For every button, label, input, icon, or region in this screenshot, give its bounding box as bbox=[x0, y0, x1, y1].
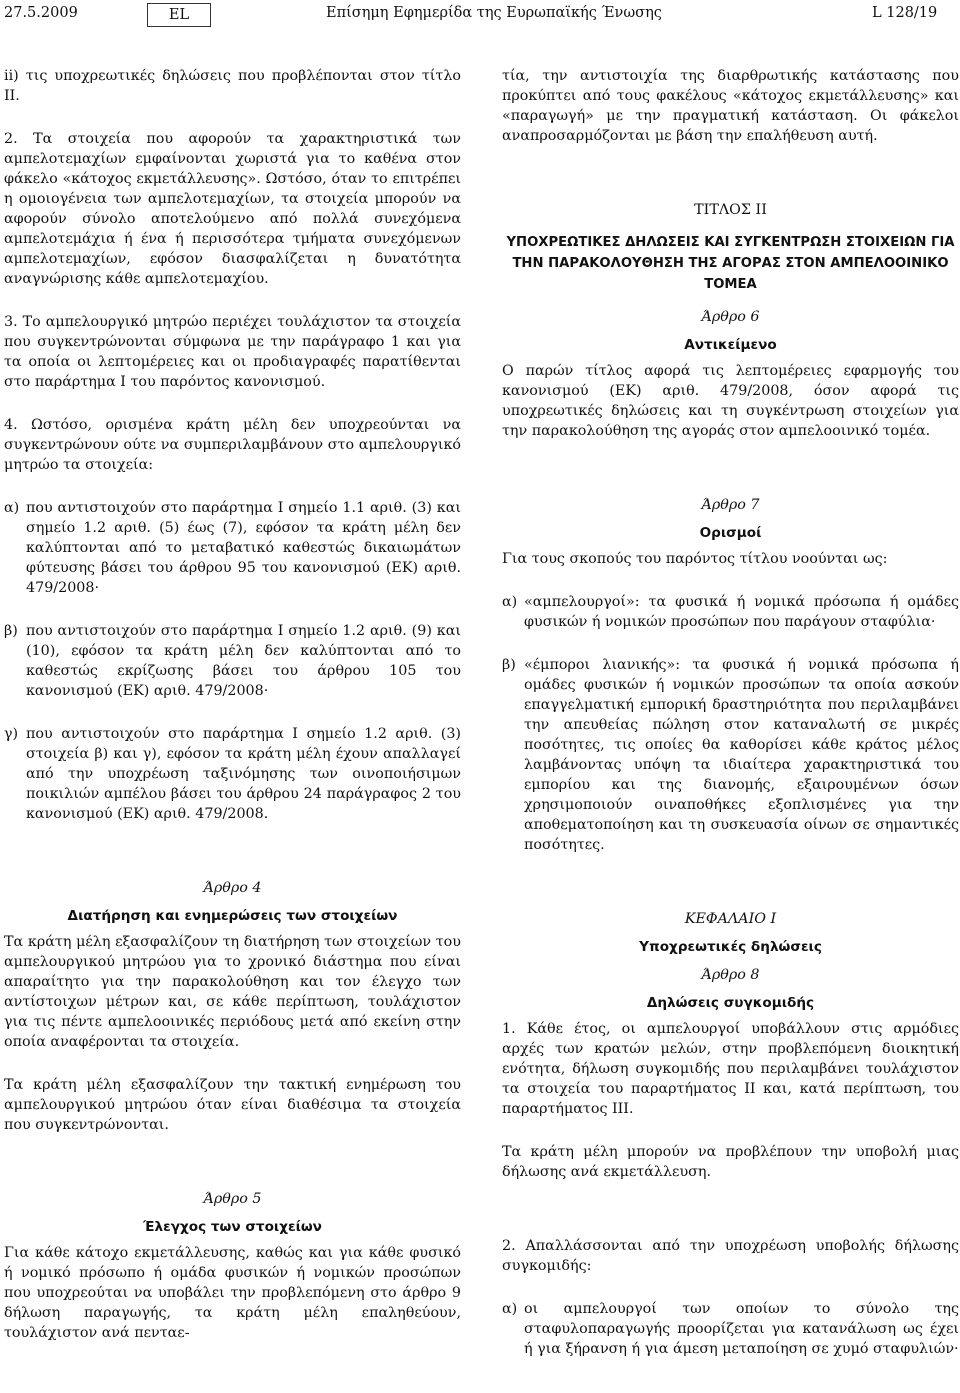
left-column bbox=[4, 66, 461, 1343]
article-7-intro: Για τους σκοπούς του παρόντος τίτλου νοούνται ως: bbox=[502, 551, 888, 567]
item-label: β) bbox=[4, 623, 18, 639]
article-4-paragraph-2: Τα κράτη μέλη εξασφαλίζουν την τακτική ενημέρωση του αμπελουργικού μητρώου όταν είναι διαθέσιμα τα στοιχεία που συγκεντρώνονται. bbox=[4, 1077, 461, 1133]
item-label: α) bbox=[502, 594, 518, 610]
article-7-number: Άρθρο 7 bbox=[701, 497, 760, 513]
paragraph-2: 2. Τα στοιχεία που αφορούν τα χαρακτηριστικά των αμπελοτεμαχίων εμφαίνονται χωριστά για το καθένα στον φάκελο «κάτοχος εκμετάλλευσης». Ωστόσο, όταν το επιτρέπει η ομοιογένεια των αμπελοτεμαχίων, τα στοιχεία μπορούν να αφορούν σύνολο αποτελούμενο από πολλά συνεχόμενα αμπελοτεμάχια ή ένα ή περισσότερα τμήματα συνεχόμενων αμπελοτεμαχίων, εφόσον διασφαλίζεται η δυνατότητα αναγνώρισης κάθε αμπελοτεμαχίου. bbox=[4, 131, 461, 287]
paragraph-3: 3. Το αμπελουργικό μητρώο περιέχει τουλάχιστον τα στοιχεία που συγκεντρώνονται σύμφωνα με την παράγραφο 1 και για τα οποία οι λεπτομέρειες και οι προδιαγραφές παρατίθενται στο παράρτημα Ι του παρόντος κανονισμού. bbox=[4, 314, 461, 390]
article-6-paragraph-1: Ο παρών τίτλος αφορά τις λεπτομέρειες εφαρμογής του κανονισμού (ΕΚ) αριθ. 479/2008, όσον αφορά τις υποχρεωτικές δηλώσεις και τη συγκέντρωση στοιχείων για την παρακολούθηση της αγοράς στον αμπελοοινικό τομέα. bbox=[502, 363, 959, 439]
list-item bbox=[4, 724, 461, 824]
article-5-paragraph-1: Για κάθε κάτοχο εκμετάλλευσης, καθώς και για κάθε φυσικό ή νομικό πρόσωπο ή ομάδα φυσικών ή νομικών προσώπων που υποχρεούται να υποβάλει την προβλεπόμενη στο άρθρο 9 δήλωση παραγωγής, τα κράτη μέλη επαληθεύουν, τουλάχιστον ανά πενταε- bbox=[4, 1245, 461, 1341]
article-8-number: Άρθρο 8 bbox=[701, 967, 760, 983]
article-5-title: Έλεγχος των στοιχείων bbox=[143, 1219, 322, 1235]
item-text: «έμποροι λιανικής»: τα φυσικά ή νομικά πρόσωπα ή ομάδες φυσικών ή νομικών προσώπων τα οποία ασκούν επαγγελματική εμπορική δραστηριότητα που περιλαμβάνει την απευθείας πώληση στον καταναλωτή σε μικρές ποσότητες, τις οποίες θα καθορίσει κάθε κράτος μέλος λαμβάνοντας υπόψη τα ιδιαίτερα χαρακτηριστικά του εμπορίου και της διανομής, εξαιρουμένων όσων χρησιμοποιούν οιναποθήκες εξοπλισμένες για την αποθεματοποίηση και τη συσκευασία οίνων σε σημαντικές ποσότητες. bbox=[524, 657, 959, 853]
list-item bbox=[4, 621, 461, 701]
paragraph-ii: ii) τις υποχρεωτικές δηλώσεις που προβλέπονται στον τίτλο ΙΙ. bbox=[4, 68, 461, 104]
paragraph-4: 4. Ωστόσο, ορισμένα κράτη μέλη δεν υποχρεούνται να συγκεντρώνουν ούτε να συμπεριλαμβάνουν στο αμπελουργικό μητρώο τα στοιχεία: bbox=[4, 417, 461, 473]
list-item bbox=[502, 655, 959, 855]
article-7-title: Ορισμοί bbox=[699, 525, 762, 541]
article-4-number: Άρθρο 4 bbox=[203, 880, 262, 896]
article-4-title: Διατήρηση και ενημερώσεις των στοιχείων bbox=[67, 908, 398, 924]
article-6-number: Άρθρο 6 bbox=[701, 309, 760, 325]
item-label: β) bbox=[502, 657, 516, 673]
list-item bbox=[4, 498, 461, 598]
item-text: «αμπελουργοί»: τα φυσικά ή νομικά πρόσωπα ή ομάδες φυσικών ή νομικών προσώπων που παράγουν σταφύλια· bbox=[524, 594, 959, 630]
item-label: α) bbox=[4, 500, 20, 516]
article-6-title: Αντικείμενο bbox=[684, 337, 777, 353]
chapter-title: Υποχρεωτικές δηλώσεις bbox=[639, 939, 822, 955]
article-8-paragraph-2: Τα κράτη μέλη μπορούν να προβλέπουν την υποβολή μιας δήλωσης ανά εκμετάλλευση. bbox=[502, 1144, 959, 1180]
right-column bbox=[502, 66, 959, 1359]
page-reference: L 128/19 bbox=[872, 5, 938, 21]
article-8-paragraph-1: 1. Κάθε έτος, οι αμπελουργοί υποβάλλουν στις αρμόδιες αρχές των κρατών μελών, στην προβλεπόμενη διοικητική ενότητα, δήλωση συγκομιδής που περιλαμβάνει τουλάχιστον τα στοιχεία του παραρτήματος ΙΙ και, κατά περίπτωση, του παραρτήματος ΙΙΙ. bbox=[502, 1021, 959, 1117]
article-8-paragraph-3: 2. Απαλλάσσονται από την υποχρέωση υποβολής δήλωσης συγκομιδής: bbox=[502, 1238, 959, 1274]
list-item bbox=[502, 592, 959, 632]
article-8-title: Δηλώσεις συγκομιδής bbox=[646, 995, 815, 1011]
journal-title: Επίσημη Εφημερίδα της Ευρωπαϊκής Ένωσης bbox=[326, 5, 662, 21]
item-text: που αντιστοιχούν στο παράρτημα Ι σημείο 1.1 αριθ. (3) και σημείο 1.2 αριθ. (5) έως (7), εφόσον τα κράτη μέλη δεν καλύπτονται από το μεταβατικό καθεστώς δικαιωμάτων φύτευσης βάσει του άρθρου 95 του κανονισμού (ΕΚ) αριθ. 479/2008· bbox=[26, 500, 461, 596]
list-item bbox=[502, 1299, 959, 1359]
item-label: γ) bbox=[4, 726, 19, 742]
item-text: που αντιστοιχούν στο παράρτημα Ι σημείο 1.2 αριθ. (3) στοιχεία β) και γ), εφόσον τα κράτη μέλη έχουν απαλλαγεί από την υποχρέωση ταξινόμησης των οινοποιήσιμων ποικιλιών αμπέλου βάσει του άρθρου 24 παράγραφος 2 του κανονισμού (ΕΚ) αριθ. 479/2008. bbox=[26, 726, 461, 822]
item-label: α) bbox=[502, 1301, 518, 1317]
publication-date: 27.5.2009 bbox=[4, 5, 78, 21]
title-ii-label: ΤΙΤΛΟΣ II bbox=[694, 202, 767, 218]
item-text: οι αμπελουργοί των οποίων το σύνολο της σταφυλοπαραγωγής προορίζεται για κατανάλωση ως έχει ή για ξήρανση ή για άμεση μεταποίηση σε χυμό σταφυλιών· bbox=[524, 1301, 959, 1357]
language-code-box: EL bbox=[147, 3, 211, 27]
item-text: που αντιστοιχούν στο παράρτημα Ι σημείο 1.2 αριθ. (9) και (10), εφόσον τα κράτη μέλη δεν καλύπτονται από το καθεστώς εκρίζωσης βάσει του άρθρου 105 του κανονισμού (ΕΚ) αριθ. 479/2008· bbox=[26, 623, 461, 699]
title-ii-heading: ΥΠΟΧΡΕΩΤΙΚΕΣ ΔΗΛΩΣΕΙΣ ΚΑΙ ΣΥΓΚΕΝΤΡΩΣΗ ΣΤΟΙΧΕΙΩΝ ΓΙΑ ΤΗΝ ΠΑΡΑΚΟΛΟΥΘΗΣΗ ΤΗΣ ΑΓΟΡΑΣ ΣΤΟΝ ΑΜΠΕΛΟΟΙΝΙΚΟ ΤΟΜΕΑ bbox=[506, 235, 955, 292]
chapter-label: ΚΕΦΑΛΑΙΟ Ι bbox=[684, 911, 777, 927]
paragraph-continued: τία, την αντιστοιχία της διαρθρωτικής κατάστασης που προκύπτει από τους φακέλους «κάτοχος εκμετάλλευσης» και «παραγωγή» με την πραγματική κατάσταση. Οι φάκελοι αναπροσαρμόζονται με βάση την επαλήθευση αυτή. bbox=[502, 68, 959, 144]
page-header bbox=[0, 0, 960, 32]
article-5-number: Άρθρο 5 bbox=[203, 1191, 262, 1207]
article-4-paragraph-1: Τα κράτη μέλη εξασφαλίζουν τη διατήρηση των στοιχείων του αμπελουργικού μητρώου για το χρονικό διάστημα που είναι απαραίτητο για την παρακολούθηση και τον έλεγχο των αντίστοιχων μέτρων και, σε κάθε περίπτωση, τουλάχιστον για τις πέντε αμπελοοινικές περιόδους μετά από εκείνη στην οποία αναφέρονται τα στοιχεία. bbox=[4, 934, 461, 1050]
